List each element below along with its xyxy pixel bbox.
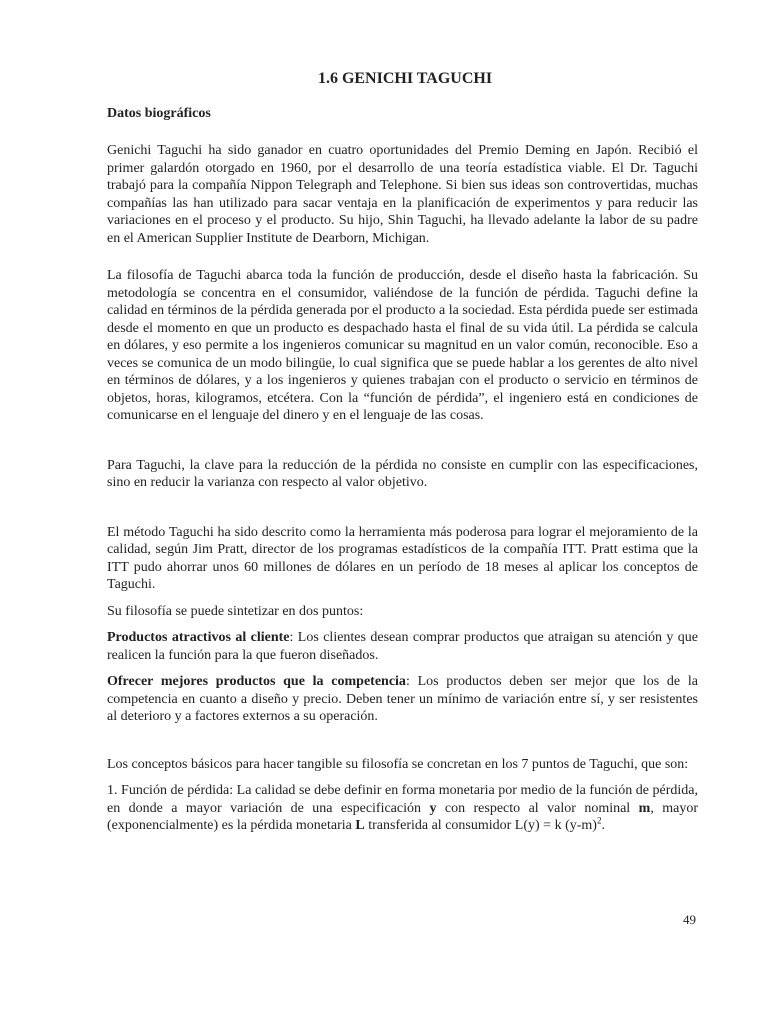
point-two-text: : Los productos deben ser mejor que los de la competencia en cuanto a diseño y precio. Deben tener un mínimo de variación entre sí, y ser resistentes al deterioro y a factores externos a su operación.: [107, 674, 698, 724]
paragraph-point-two: [107, 673, 698, 726]
point-one-text: : Los clientes desean comprar productos que atraigan su atención y que realicen la función para la que fueron diseñados.: [107, 630, 698, 663]
loss-function-text-c: , mayor (exponencialmente) es la pérdida monetaria: [107, 800, 699, 833]
paragraph-key-reduction: Para Taguchi, la clave para la reducción de la pérdida no consiste en cumplir con las especificaciones, sino en reducir la varianza con respecto al valor objetivo.: [107, 457, 698, 490]
page-number: 49: [683, 912, 696, 927]
paragraph-loss-function: [107, 782, 698, 835]
paragraph-synthesis: Su filosofía se puede sintetizar en dos puntos:: [107, 603, 364, 619]
loss-function-text-b: con respecto al valor nominal: [436, 800, 639, 816]
loss-function-text-a: 1. Función de pérdida: La calidad se debe definir en forma monetaria por medio de la función de pérdida, en donde a mayor variación de una especificación: [107, 783, 698, 816]
point-one-heading: Productos atractivos al cliente: [107, 630, 290, 645]
paragraph-method: El método Taguchi ha sido descrito como la herramienta más poderosa para lograr el mejoramiento de la calidad, según Jim Pratt, director de los programas estadísticos de la compañía ITT. Pratt estima que la ITT pudo ahorrar unos 60 millones de dólares en un período de 18 meses al aplicar los conceptos de Taguchi.: [107, 524, 698, 592]
paragraph-biography: Genichi Taguchi ha sido ganador en cuatro oportunidades del Premio Deming en Japón. Recibió el primer galardón otorgado en 1960, por el desarrollo de una teoría estadística viable. El Dr. Taguchi trabajó para la compañía Nippon Telegraph and Telephone. Si bien sus ideas son controvertidas, muchas compañías las han utilizado para sacar ventaja en la planificación de experimentos y para reducir las variaciones en el proceso y el producto. Su hijo, Shin Taguchi, ha llevado adelante la labor de su padre en el American Supplier Institute de Dearborn, Michigan.: [107, 143, 698, 246]
point-two-heading: Ofrecer mejores productos que la competencia: [107, 674, 406, 689]
exponent: 2: [596, 815, 602, 826]
loss-function-text-d: transferida al consumidor L(y) = k (y-m): [364, 818, 597, 833]
variable-m: m: [638, 800, 651, 816]
variable-L: L: [355, 818, 365, 833]
section-subtitle: Datos biográficos: [107, 106, 211, 121]
paragraph-philosophy: La filosofía de Taguchi abarca toda la función de producción, desde el diseño hasta la fabricación. Su metodología se concentra en el consumidor, valiéndose de la función de pérdida. Taguchi define la calidad en términos de la pérdida generada por el producto a la sociedad. Esta pérdida puede ser estimada desde el momento en que un producto es despachado hasta el final de su vida útil. La pérdida se calcula en dólares, y eso permite a los ingenieros comunicar su magnitud en un valor común, reconocible. Eso a veces se comunica de un modo bilingüe, lo cual significa que se puede hablar a los gerentes de alto nivel en términos de dólares, y a los ingenieros y quienes trabajan con el producto o servicio en términos de objetos, horas, kilogramos, etcétera. Con la “función de pérdida”, el ingeniero está en condiciones de comunicarse en el lenguaje del dinero y en el lenguaje de las cosas.: [107, 268, 698, 423]
section-title: 1.6 GENICHI TAGUCHI: [317, 70, 493, 87]
loss-function-text-end: .: [601, 818, 605, 833]
variable-y: y: [429, 800, 437, 816]
paragraph-seven-points: Los conceptos básicos para hacer tangible su filosofía se concretan en los 7 puntos de Taguchi, que son:: [107, 756, 689, 772]
paragraph-point-one: [107, 629, 698, 664]
